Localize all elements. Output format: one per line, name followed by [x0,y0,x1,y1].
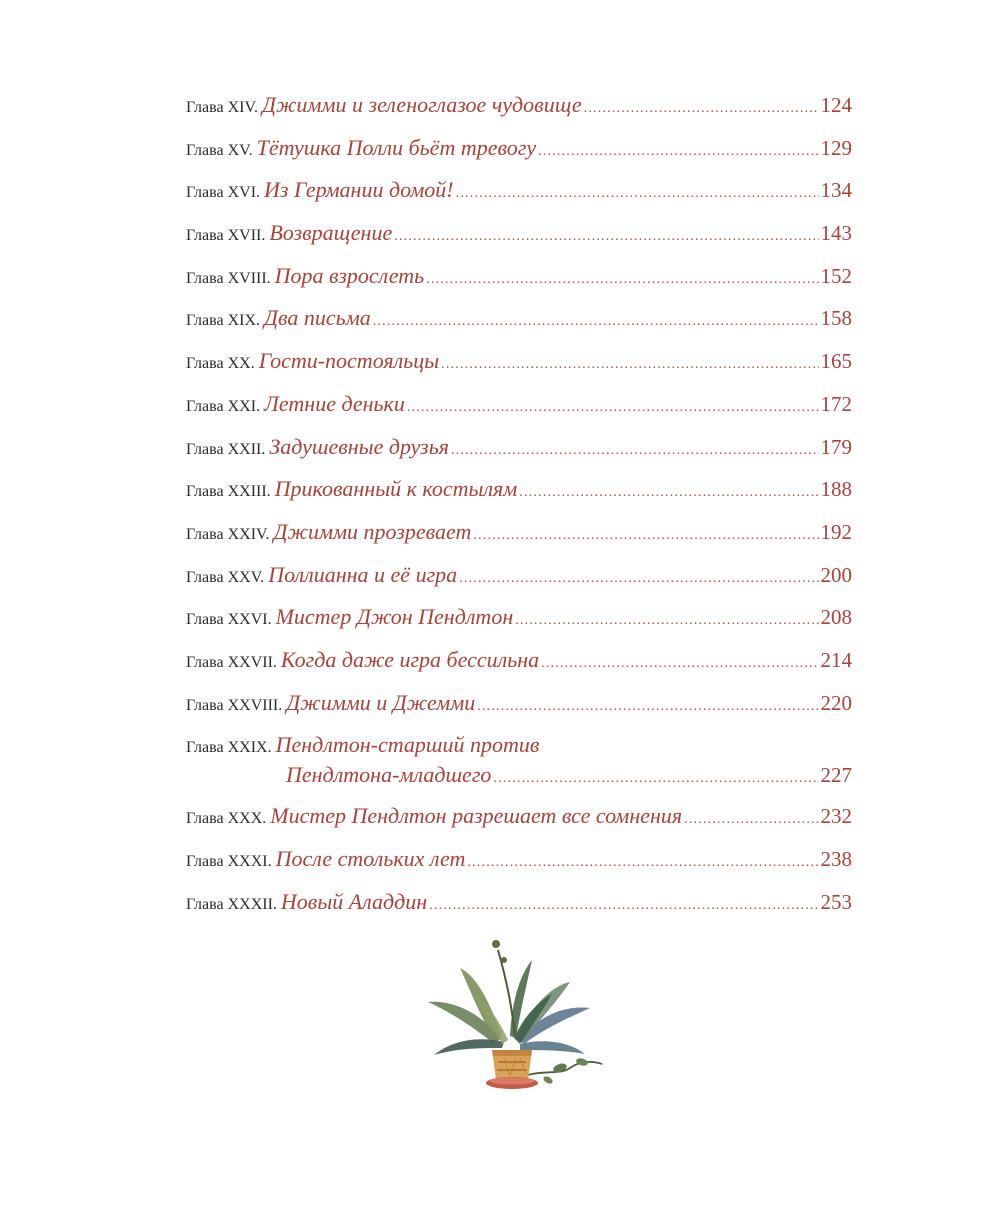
chapter-label: Глава XVIII. [186,269,271,287]
chapter-title: Гости-постояльцы [258,348,440,374]
dot-leader [426,272,818,288]
chapter-title: Пора взрослеть [274,262,425,288]
toc-entry [186,732,852,803]
chapter-title: Когда даже игра бессильна [280,646,540,672]
chapter-title: Джимми и Джемми [286,689,476,715]
page-number: 134 [820,178,852,203]
toc-entry [186,604,852,647]
dot-leader [519,485,818,501]
chapter-label: Глава XXI. [186,397,261,415]
dot-leader [451,443,819,459]
page-number: 143 [820,221,852,246]
dot-leader [429,898,818,914]
chapter-title: Тётушка Полли бьёт тревогу [256,134,537,160]
dot-leader [441,357,818,373]
page-number: 192 [820,519,852,544]
dot-leader [407,400,819,416]
dot-leader [467,855,818,871]
page-number: 188 [820,477,852,502]
page-number: 124 [820,93,852,117]
chapter-label: Глава XXIV. [186,525,270,543]
dot-leader [515,613,818,629]
chapter-title: Джимми прозревает [273,518,472,544]
chapter-label: Глава XIV. [186,99,258,116]
page-number: 179 [820,434,852,459]
dot-leader [473,528,818,544]
toc-entry [186,519,852,562]
chapter-title: Летние деньки [264,390,405,416]
chapter-label: Глава XXVI. [186,611,272,629]
toc-entry [186,889,852,932]
toc-entry [186,476,852,519]
chapter-title: Задушевные друзья [269,433,449,459]
toc-entry [186,348,852,391]
toc-entry [186,177,852,220]
toc-entry [186,135,852,178]
page-number: 165 [820,349,852,374]
page-number: 158 [820,306,852,331]
chapter-label: Глава XXVIII. [186,696,283,714]
chapter-title: Два письма [264,305,371,331]
page-number: 214 [820,647,852,672]
table-of-contents [186,92,852,931]
page-number: 220 [820,690,852,715]
chapter-label: Глава XXII. [186,440,266,458]
toc-entry [186,846,852,889]
dot-leader [477,699,818,715]
chapter-title: Прикованный к костылям [274,476,518,502]
chapter-label: Глава XXX. [186,810,267,828]
page-number: 208 [820,605,852,630]
chapter-title: Джимми и зеленоглазое чудовище [261,92,582,117]
dot-leader [456,186,819,202]
toc-entry [186,220,852,263]
chapter-label: Глава XX. [186,355,255,373]
chapter-title: Новый Аладдин [280,888,428,914]
chapter-title: Поллианна и её игра [268,561,458,587]
toc-entry [186,562,852,605]
toc-entry [186,803,852,846]
chapter-label: Глава XXXI. [186,853,272,870]
dot-leader [493,771,818,787]
dot-leader [541,656,818,672]
page-number: 152 [820,263,852,288]
dot-leader [538,144,818,160]
chapter-title: Мистер Джон Пендлтон [275,604,514,630]
chapter-title-continued: Пендлтона-младшего [286,762,492,788]
toc-entry [186,647,852,690]
dot-leader [684,812,818,828]
chapter-label: Глава XV. [186,141,253,159]
chapter-title: Из Германии домой! [264,177,454,203]
page-number: 200 [820,562,852,587]
chapter-title: Пендлтон-старший против [275,732,540,758]
dot-leader [459,571,818,587]
dot-leader [584,101,819,117]
dot-leader [394,229,818,245]
page-number: 238 [820,847,852,871]
page-number: 232 [820,804,852,829]
potted-plant-icon [420,930,610,1100]
chapter-label: Глава XVII. [186,227,266,245]
dot-leader [373,314,819,330]
chapter-label: Глава XVI. [186,184,261,202]
chapter-label: Глава XXVII. [186,653,277,671]
toc-entry [186,92,852,135]
toc-entry [186,391,852,434]
chapter-label: Глава XXXII. [186,895,277,913]
page-number: 129 [820,135,852,160]
chapter-label: Глава XXIX. [186,739,272,757]
chapter-title: После стольких лет [275,846,466,871]
page-number: 253 [820,889,852,914]
chapter-label: Глава XXV. [186,568,265,586]
toc-entry [186,263,852,306]
chapter-title: Мистер Пендлтон разрешает все сомнения [270,803,683,829]
chapter-label: Глава XXIII. [186,483,271,501]
toc-entry [186,434,852,477]
chapter-title: Возвращение [269,220,393,246]
page-number: 227 [820,763,852,788]
toc-entry [186,305,852,348]
chapter-label: Глава XIX. [186,312,261,330]
toc-entry [186,690,852,733]
page-number: 172 [820,391,852,416]
